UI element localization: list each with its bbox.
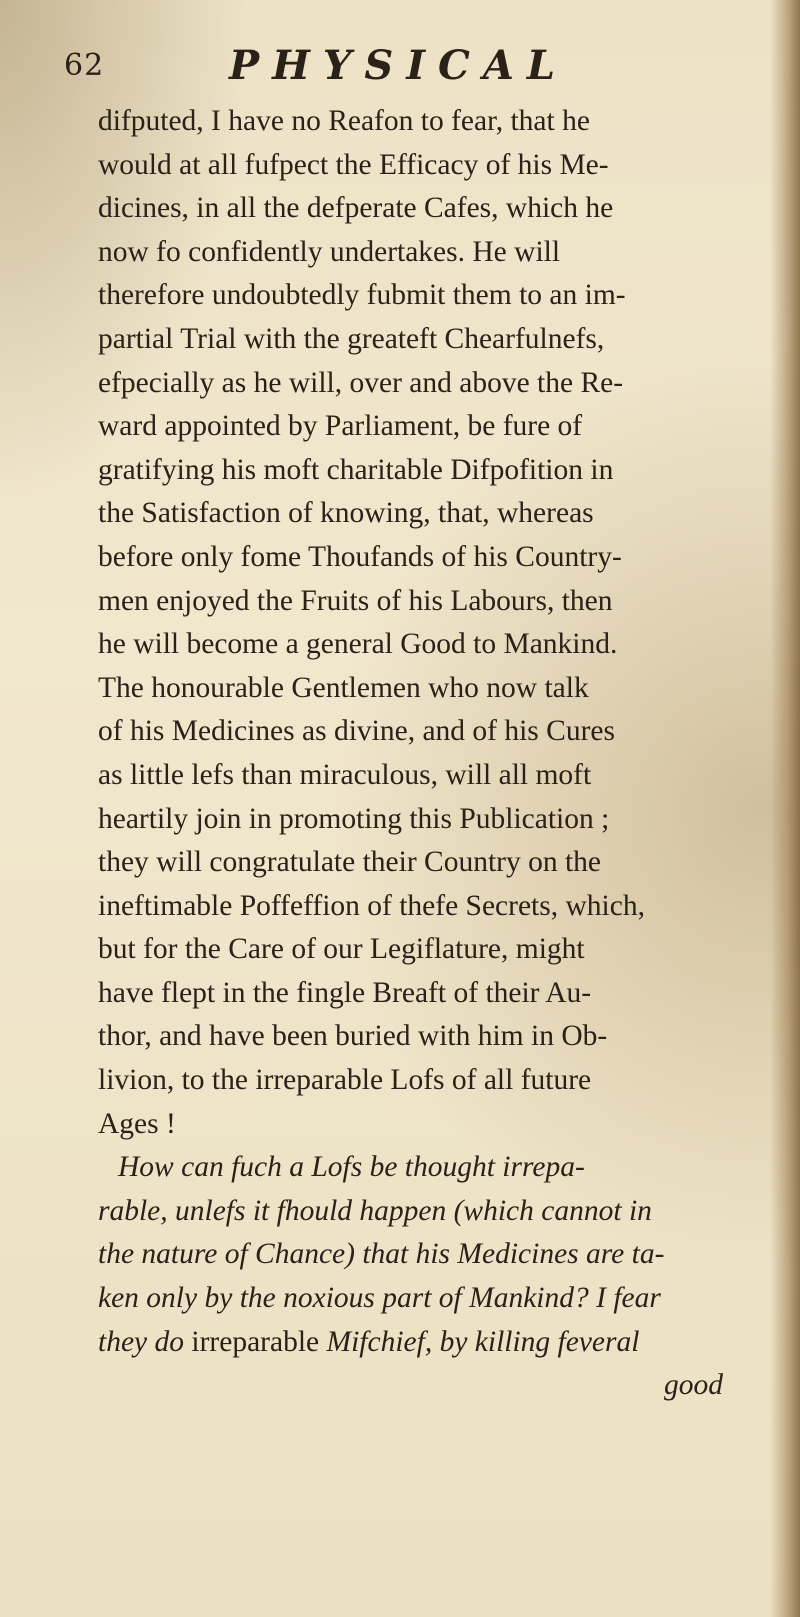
page-header [64,38,764,98]
italic-text-line: rable, unlefs it fhould happen (which cannot in [98,1194,652,1227]
text-line: now fo confidently undertakes. He will [98,235,561,268]
body-text [98,100,778,1408]
text-line: ward appointed by Parliament, be fure of [98,410,583,443]
italic-text-line: How can fuch a Lofs be thought irrepa- [118,1151,585,1184]
italic-fragment: , by killing feveral [424,1325,640,1358]
text-line: efpecially as he will, over and above the Re- [98,366,624,399]
text-line: have flept in the fingle Breaft of their Au- [98,976,592,1009]
text-line: gratifying his moft charitable Difpofition in [98,453,614,486]
text-line: he will become a general Good to Mankind. [98,628,618,661]
text-line: but for the Care of our Legiflature, might [98,933,585,966]
text-line: would at all fufpect the Efficacy of his Me- [98,148,609,181]
running-head: PHYSICAL [229,42,569,89]
text-line: men enjoyed the Fruits of his Labours, then [98,584,613,617]
italic-fragment: they do [98,1325,185,1358]
text-line: ineftimable Poffeffion of thefe Secrets, which, [98,889,645,922]
text-line: dicines, in all the defperate Cafes, which he [98,192,614,225]
italic-fragment: Mifchief [326,1325,425,1358]
mixed-text-line [98,1321,778,1365]
text-line: they will congratulate their Country on the [98,846,602,879]
text-line: The honourable Gentlemen who now talk [98,671,589,704]
text-line: of his Medicines as divine, and of his Cures [98,715,615,748]
italic-text-line: ken only by the noxious part of Mankind? I fear [98,1282,661,1315]
italic-text-line: the nature of Chance) that his Medicines are ta- [98,1238,665,1271]
roman-fragment: irreparable [184,1325,327,1358]
text-line: livion, to the irreparable Lofs of all future [98,1064,592,1097]
text-line: Ages ! [98,1107,176,1140]
catchword: good [664,1369,723,1402]
text-line: heartily join in promoting this Publication ; [98,802,610,835]
text-line: difputed, I have no Reafon to fear, that he [98,105,590,137]
page-number: 62 [64,48,105,83]
text-line: before only fome Thoufands of his Country- [98,540,622,573]
text-line: partial Trial with the greateft Chearfulnefs, [98,322,605,355]
text-line: therefore undoubtedly fubmit them to an im- [98,279,626,312]
text-line: as little lefs than miraculous, will all moft [98,758,592,791]
text-line: thor, and have been buried with him in Ob- [98,1020,608,1053]
text-line: the Satisfaction of knowing, that, whereas [98,497,594,530]
